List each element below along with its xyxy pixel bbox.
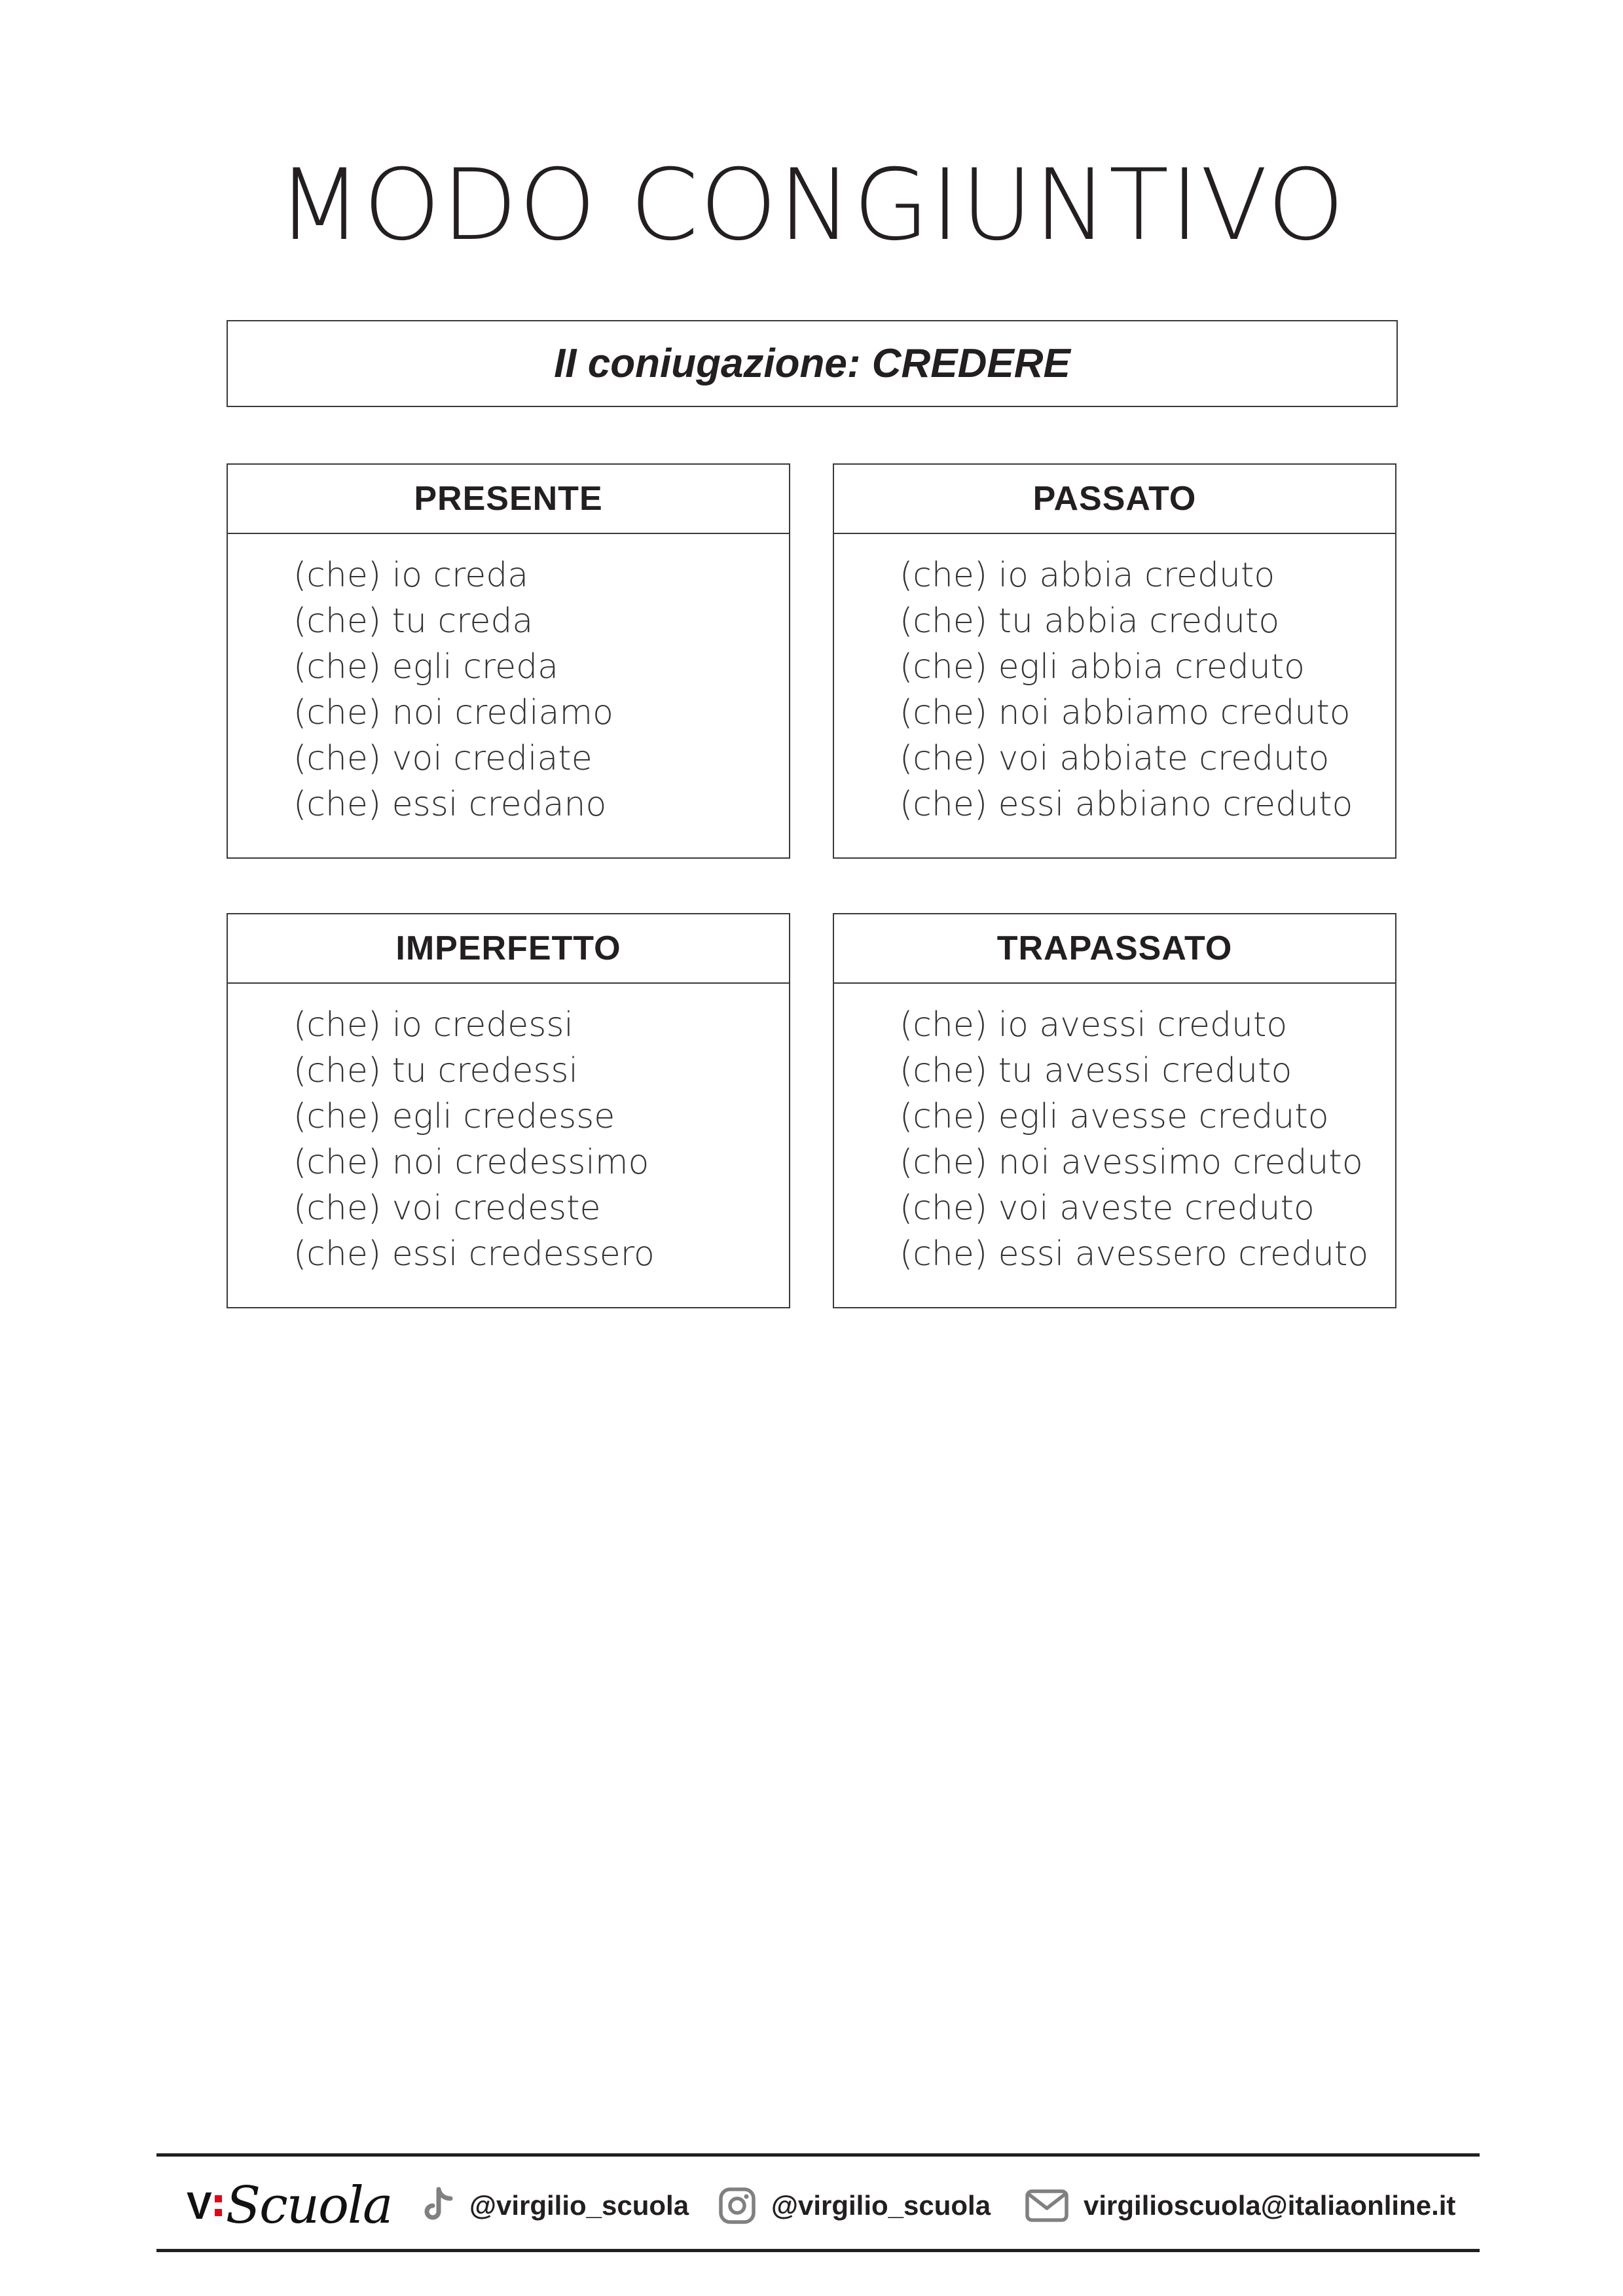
conjugation-form: (che) noi credessimo bbox=[293, 1143, 649, 1182]
tense-box-presente bbox=[227, 463, 790, 859]
conjugation-form: (che) tu avessi creduto bbox=[900, 1051, 1292, 1090]
tense-forms-presente bbox=[228, 534, 789, 827]
mail-icon bbox=[1025, 2189, 1069, 2223]
conjugation-form: (che) tu creda bbox=[293, 601, 534, 641]
conjugation-form: (che) tu abbia creduto bbox=[900, 601, 1280, 641]
tense-forms-imperfetto bbox=[228, 984, 789, 1277]
instagram-icon bbox=[718, 2186, 757, 2225]
conjugation-form: (che) voi abbiate creduto bbox=[900, 739, 1330, 778]
instagram-link[interactable] bbox=[718, 2173, 991, 2238]
conjugation-form: (che) voi crediate bbox=[293, 739, 593, 778]
tense-title-presente: PRESENTE bbox=[228, 465, 789, 534]
conjugation-header bbox=[227, 320, 1398, 407]
conjugation-form: (che) essi avessero creduto bbox=[900, 1234, 1369, 1274]
instagram-handle: @virgilio_scuola bbox=[771, 2190, 991, 2221]
tense-box-passato bbox=[833, 463, 1396, 859]
email-address: virgilioscuola@italiaonline.it bbox=[1084, 2190, 1456, 2221]
tense-box-imperfetto bbox=[227, 913, 790, 1308]
tense-box-trapassato bbox=[833, 913, 1396, 1308]
tense-title-passato: PASSATO bbox=[834, 465, 1395, 534]
page-title: MODO CONGIUNTIVO bbox=[277, 148, 1346, 262]
conjugation-form: (che) voi aveste creduto bbox=[900, 1189, 1315, 1228]
tense-forms-passato bbox=[834, 534, 1395, 827]
conjugation-form: (che) tu credessi bbox=[293, 1051, 578, 1090]
conjugation-form: (che) io credessi bbox=[293, 1005, 574, 1045]
logo-script: Scuola bbox=[225, 2176, 392, 2235]
conjugation-form: (che) voi credeste bbox=[293, 1189, 601, 1228]
tiktok-icon bbox=[421, 2187, 455, 2225]
conjugation-form: (che) egli avesse creduto bbox=[900, 1097, 1329, 1136]
conjugation-form: (che) noi avessimo creduto bbox=[900, 1143, 1363, 1182]
logo-letter: V bbox=[187, 2184, 212, 2227]
conjugation-form: (che) io abbia creduto bbox=[900, 556, 1275, 595]
conjugation-form: (che) noi abbiamo creduto bbox=[900, 693, 1351, 732]
logo-colon-icon bbox=[215, 2195, 222, 2216]
conjugation-form: (che) io creda bbox=[293, 556, 529, 595]
conjugation-form: (che) io avessi creduto bbox=[900, 1005, 1288, 1045]
footer bbox=[156, 2153, 1480, 2251]
tense-title-trapassato: TRAPASSATO bbox=[834, 914, 1395, 984]
conjugation-form: (che) essi credano bbox=[293, 785, 607, 824]
virgilio-scuola-logo[interactable] bbox=[187, 2173, 392, 2238]
conjugation-form: (che) essi abbiano creduto bbox=[900, 785, 1353, 824]
conjugation-form: (che) egli credesse bbox=[293, 1097, 615, 1136]
tiktok-link[interactable] bbox=[421, 2173, 689, 2238]
conjugation-form: (che) egli abbia creduto bbox=[900, 647, 1305, 687]
conjugation-form: (che) essi credessero bbox=[293, 1234, 655, 1274]
tiktok-handle: @virgilio_scuola bbox=[469, 2190, 689, 2221]
tense-title-imperfetto: IMPERFETTO bbox=[228, 914, 789, 984]
conjugation-title: II coniugazione: CREDERE bbox=[554, 341, 1070, 386]
tense-forms-trapassato bbox=[834, 984, 1395, 1277]
email-link[interactable] bbox=[1025, 2173, 1455, 2238]
conjugation-form: (che) noi crediamo bbox=[293, 693, 613, 732]
conjugation-form: (che) egli creda bbox=[293, 647, 558, 687]
